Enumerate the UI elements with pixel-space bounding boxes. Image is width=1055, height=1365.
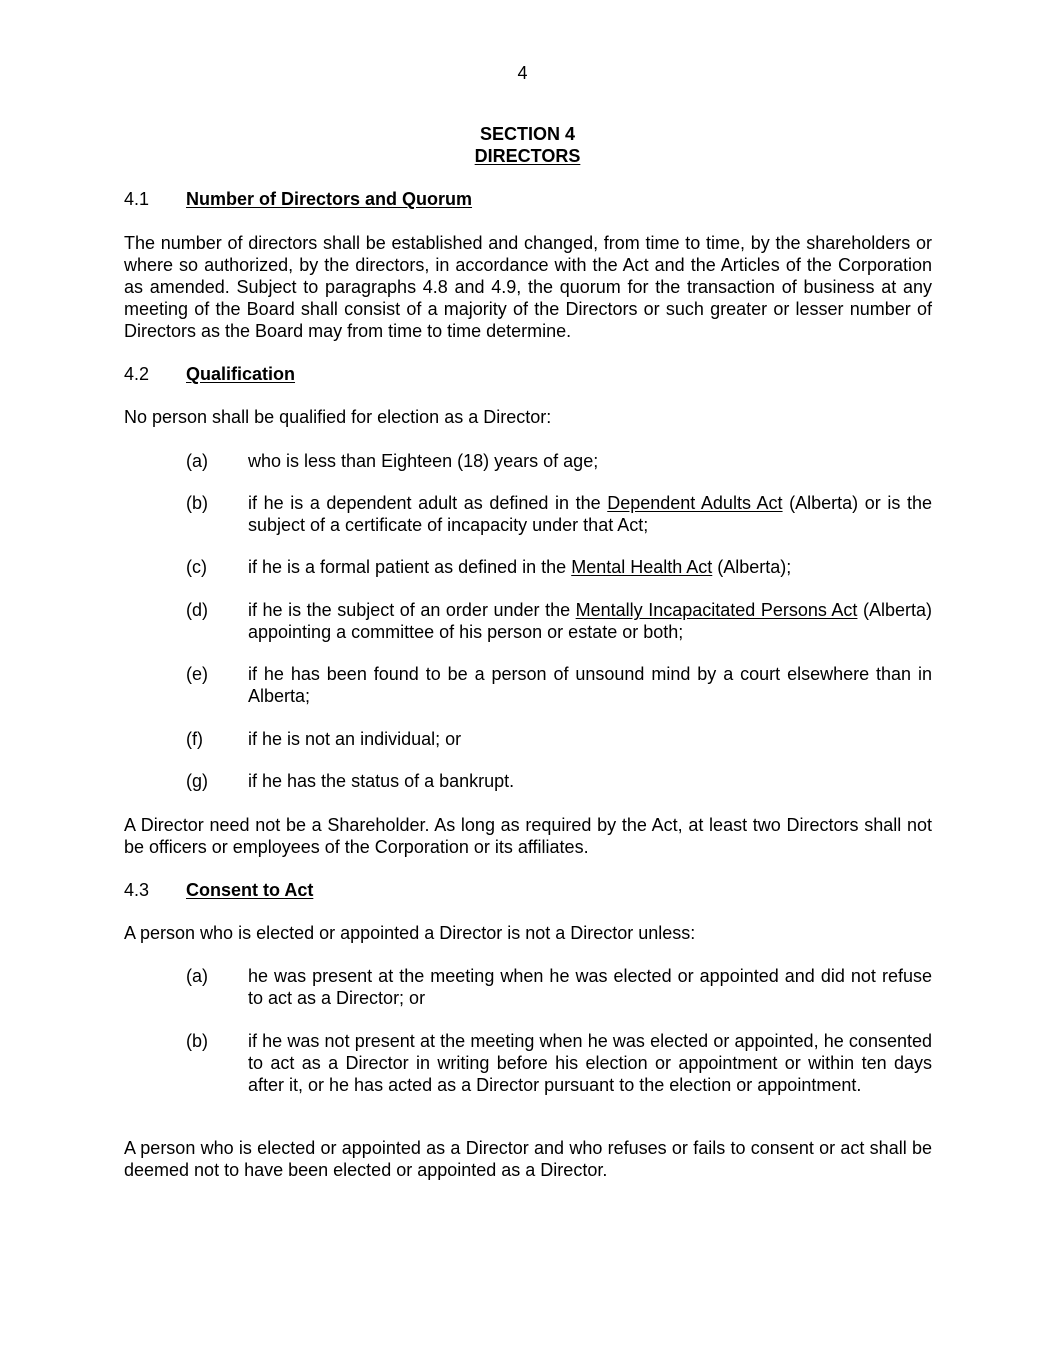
item-text: if he is the subject of an order under the Mentally Incapacitated Persons Act (Alberta) appointing a committee of his person or estate or both; [248,600,933,642]
list-item-4-2-e [186,663,932,707]
paragraph-4-3-closing: A person who is elected or appointed as a Director and who refuses or fails to consent or act shall be deemed not to have been elected or appointed as a Director. [124,1138,932,1180]
page-number: 4 [517,63,528,83]
paragraph-4-1: The number of directors shall be established and changed, from time to time, by the shareholders or where so authorized, by the directors, in accordance with the Act and the Articles of the Corporation as amended. Subject to paragraphs 4.8 and 4.9, the quorum for the transaction of business at any meeting of the Board shall consist of a majority of the Directors or such greater or lesser number of Directors as the Board may from time to time determine. [124,233,932,341]
paragraph-4-2-intro: No person shall be qualified for election as a Director: [124,407,552,427]
item-label: (d) [186,600,208,620]
section-heading [0,123,1055,167]
heading-number: 4.1 [124,189,150,209]
list-item-4-2-f [186,728,932,750]
heading-title: Number of Directors and Quorum [186,189,473,209]
item-label: (g) [186,771,208,791]
list-item-4-2-d [186,599,932,643]
heading-title: Consent to Act [186,880,314,900]
item-label: (b) [186,493,208,513]
section-title: DIRECTORS [474,146,581,166]
item-label: (a) [186,966,208,986]
item-label: (a) [186,451,208,471]
item-text: if he was not present at the meeting when he was elected or appointed, he consented to act as a Director in writing before his election or appointment or within ten days after it, or he has acted as a Director pursuant to the election or appointment. [248,1031,932,1095]
item-text: if he has been found to be a person of unsound mind by a court elsewhere than in Alberta; [248,664,932,706]
item-text: if he is a dependent adult as defined in the Dependent Adults Act (Alberta) or is the subject of a certificate of incapacity under that Act; [248,493,932,535]
paragraph-4-3-intro: A person who is elected or appointed a Director is not a Director unless: [124,923,696,943]
item-text: he was present at the meeting when he was elected or appointed and did not refuse to act as a Director; or [248,966,932,1008]
list-item-4-3-a [186,965,932,1009]
section-label: SECTION 4 [479,124,576,144]
item-text: if he is a formal patient as defined in the Mental Health Act (Alberta); [248,557,792,577]
list-item-4-3-b [186,1030,932,1096]
list-item-4-2-g [186,770,932,792]
act-name: Mental Health Act [571,557,713,577]
heading-4-3 [124,879,932,901]
item-label: (b) [186,1031,208,1051]
heading-number: 4.2 [124,364,150,384]
heading-4-2 [124,363,932,385]
heading-number: 4.3 [124,880,150,900]
item-label: (e) [186,664,208,684]
list-item-4-2-b [186,492,932,536]
act-name: Mentally Incapacitated Persons Act [575,600,858,620]
heading-title: Qualification [186,364,296,384]
list-item-4-2-a [186,450,932,472]
list-item-4-2-c [186,556,932,578]
act-name: Dependent Adults Act [607,493,783,513]
item-text: if he has the status of a bankrupt. [248,771,515,791]
paragraph-4-2-closing: A Director need not be a Shareholder. As long as required by the Act, at least two Directors shall not be officers or employees of the Corporation or its affiliates. [124,815,932,857]
heading-4-1 [124,188,932,210]
item-label: (c) [186,557,207,577]
item-label: (f) [186,729,203,749]
item-text: who is less than Eighteen (18) years of age; [248,451,599,471]
item-text: if he is not an individual; or [248,729,462,749]
